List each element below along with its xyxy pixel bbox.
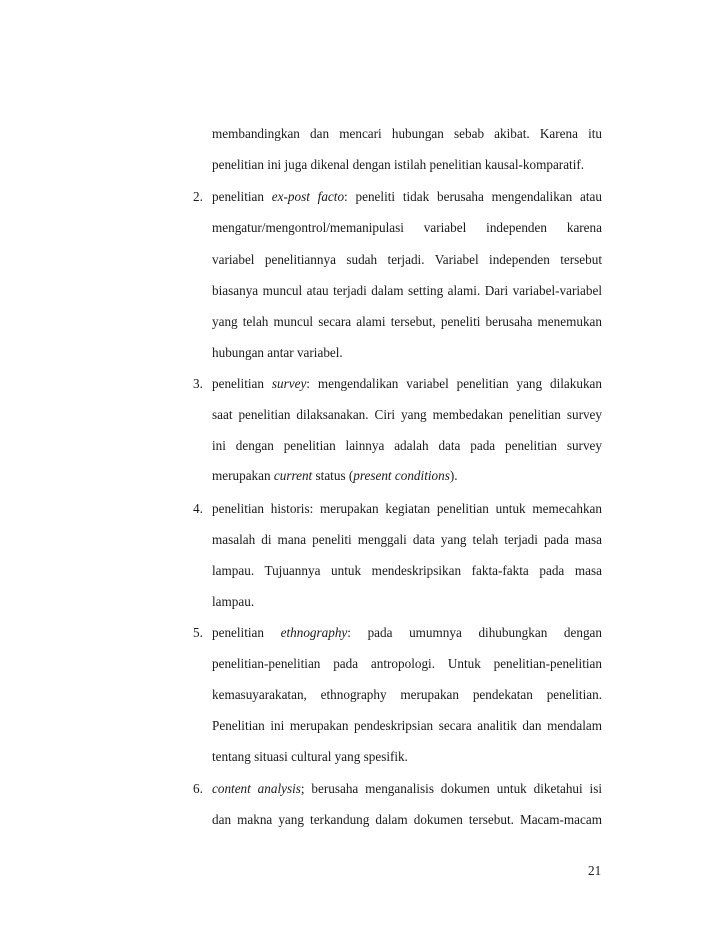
list-item-line: dan makna yang terkandung dalam dokumen tersebut. Macam-macam bbox=[212, 812, 602, 827]
list-item-line: lampau. bbox=[212, 594, 255, 609]
list-item-line: penelitian survey: mengendalikan variabel penelitian yang dilakukan bbox=[212, 376, 602, 391]
list-item-line: tentang situasi cultural yang spesifik. bbox=[212, 749, 408, 764]
list-item-line: merupakan current status (present conditions). bbox=[212, 468, 458, 483]
list-number: 4. bbox=[193, 501, 203, 516]
list-item-line: lampau. Tujuannya untuk mendeskripsikan fakta-fakta pada masa bbox=[212, 563, 602, 578]
list-item-line: penelitian ex-post facto: peneliti tidak berusaha mengendalikan atau bbox=[212, 189, 602, 204]
list-item-line: penelitian-penelitian pada antropologi. Untuk penelitian-penelitian bbox=[212, 656, 602, 671]
list-item-line: variabel penelitiannya sudah terjadi. Variabel independen tersebut bbox=[212, 252, 602, 267]
list-item-line: biasanya muncul atau terjadi dalam setting alami. Dari variabel-variabel bbox=[212, 283, 602, 298]
page-number: 21 bbox=[588, 863, 602, 878]
list-number: 3. bbox=[193, 376, 203, 391]
list-number: 5. bbox=[193, 625, 203, 640]
list-number: 6. bbox=[193, 781, 203, 796]
list-item-line: penelitian historis: merupakan kegiatan penelitian untuk memecahkan bbox=[212, 501, 602, 516]
list-item-line: ini dengan penelitian lainnya adalah data pada penelitian survey bbox=[212, 438, 602, 453]
list-item-line: Penelitian ini merupakan pendeskripsian secara analitik dan mendalam bbox=[212, 718, 602, 733]
list-item-line: yang telah muncul secara alami tersebut, peneliti berusaha menemukan bbox=[212, 314, 602, 329]
list-item-line: content analysis; berusaha menganalisis dokumen untuk diketahui isi bbox=[212, 781, 602, 796]
list-item-line: kemasuyarakatan, ethnography merupakan pendekatan penelitian. bbox=[212, 687, 602, 702]
list-number: 2. bbox=[193, 189, 203, 204]
list-item-line: masalah di mana peneliti menggali data yang telah terjadi pada masa bbox=[212, 532, 602, 547]
list-item-line: penelitian ethnography: pada umumnya dihubungkan dengan bbox=[212, 625, 603, 640]
list-item-line: mengatur/mengontrol/memanipulasi variabel independen karena bbox=[212, 220, 602, 235]
paragraph-line: membandingkan dan mencari hubungan sebab akibat. Karena itu bbox=[212, 126, 602, 141]
list-item-line: saat penelitian dilaksanakan. Ciri yang membedakan penelitian survey bbox=[212, 407, 602, 422]
list-item-line: hubungan antar variabel. bbox=[212, 345, 343, 360]
paragraph-line: penelitian ini juga dikenal dengan istilah penelitian kausal-komparatif. bbox=[212, 157, 585, 172]
